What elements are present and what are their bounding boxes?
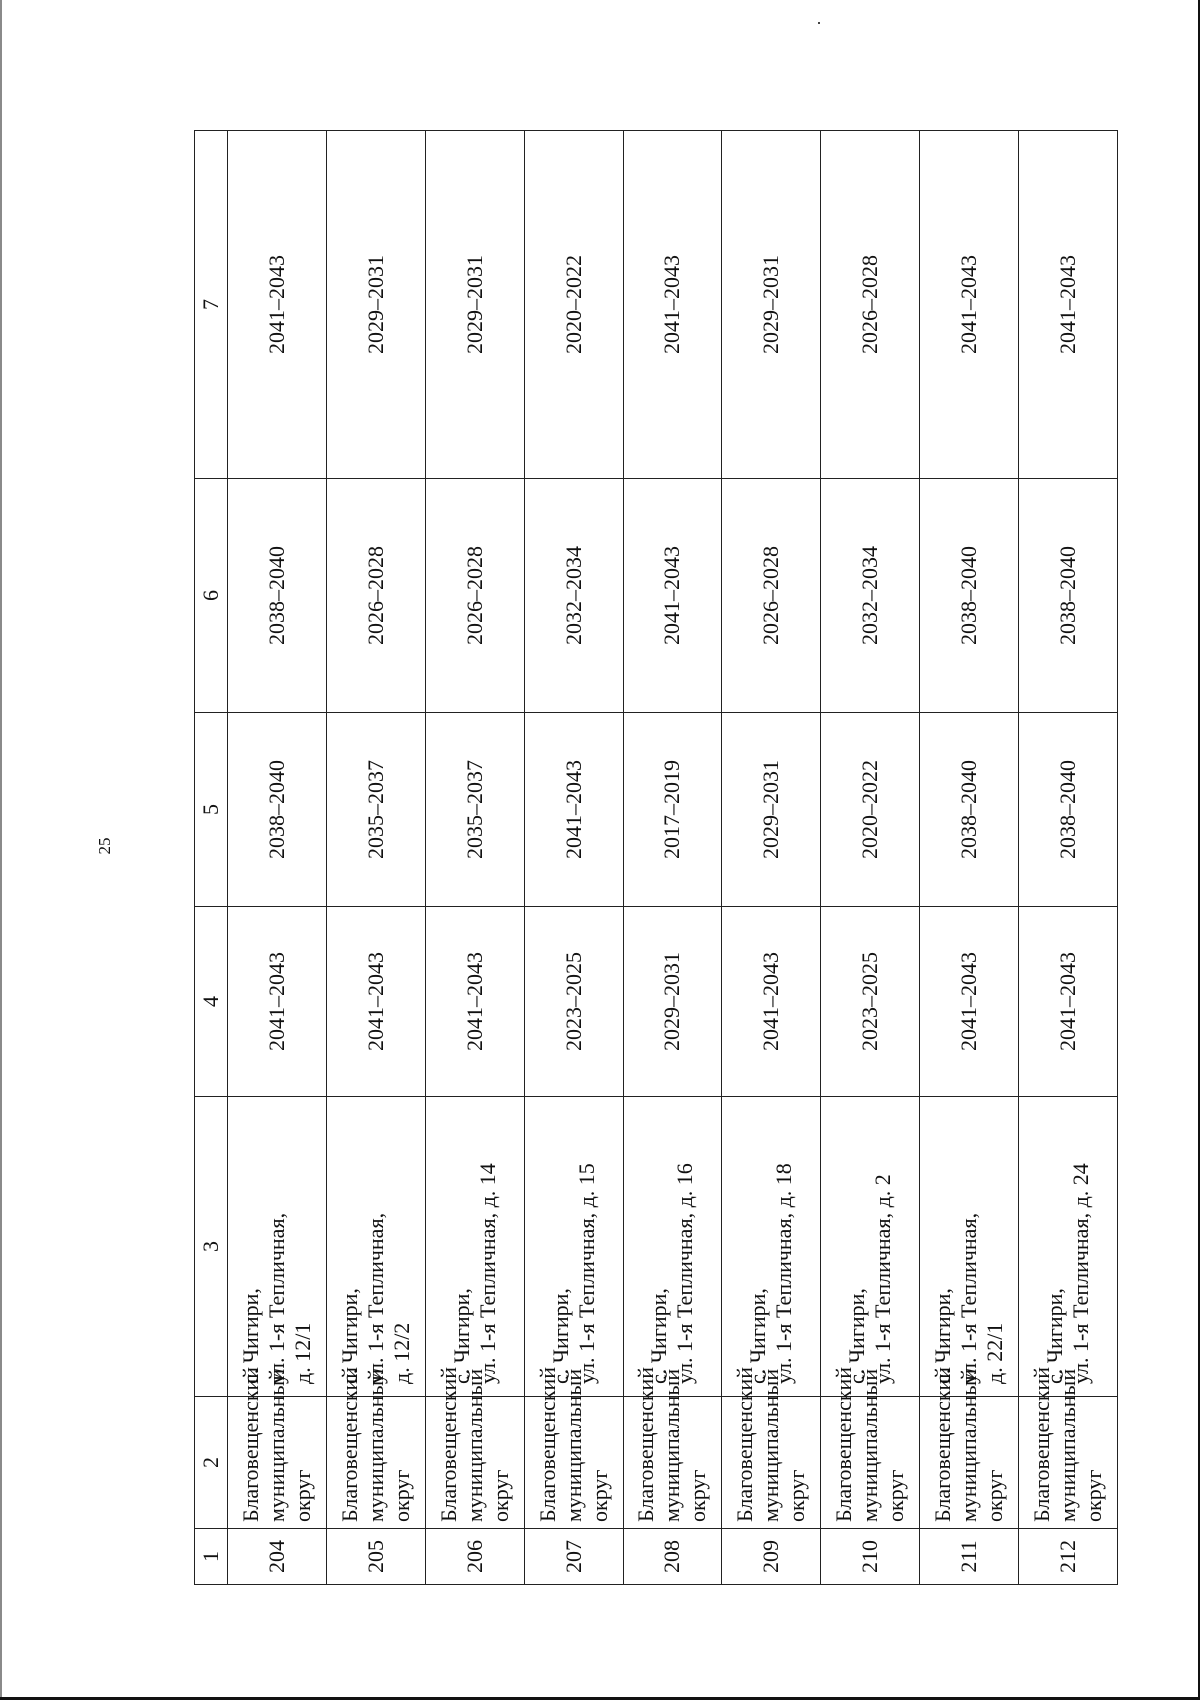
district-line: муниципальный [263,1368,289,1522]
period-cell-p4: 2041–2043 [722,907,821,1097]
period-cell-p6: 2026–2028 [425,479,524,713]
address-line: с. Чигири, [448,1288,474,1384]
table-body [195,131,1118,1585]
period-cell-p5: 2017–2019 [623,713,722,907]
row-number-cell: 208 [623,1529,722,1585]
district-line: округ [982,1469,1008,1522]
period-cell-p7: 2041–2043 [920,131,1019,479]
address-line: ул. 1-я Тепличная, д. 15 [573,1163,599,1384]
page-number: 25 [95,837,114,855]
address-line: с. Чигири, [745,1288,771,1384]
address-cell [425,1097,524,1397]
row-number-cell: 211 [920,1529,1019,1585]
row-number-cell: 205 [326,1529,425,1585]
address-line: ул. 1-я Тепличная, д. 16 [672,1163,698,1384]
address-cell [920,1097,1019,1397]
table-header-row [195,131,228,1585]
district-line: муниципальный [461,1368,487,1522]
table-row [425,131,524,1585]
period-cell-p5: 2035–2037 [425,713,524,907]
district-line: муниципальный [362,1368,388,1522]
district-line: округ [685,1469,711,1522]
address-line: ул. 1-я Тепличная, д. 18 [771,1163,797,1384]
district-line: Благовещенский [732,1366,758,1522]
table-row [326,131,425,1585]
district-cell [1019,1366,1118,1529]
column-header: 3 [195,1097,228,1397]
period-cell-p7: 2041–2043 [623,131,722,479]
period-cell-p6: 2038–2040 [228,479,327,713]
period-cell-p7: 2029–2031 [425,131,524,479]
address-line: с. Чигири, [930,1288,956,1384]
district-cell [821,1366,920,1529]
district-cell [228,1366,327,1529]
scan-edge-left [0,0,2,1700]
column-header: 4 [195,907,228,1097]
district-line: муниципальный [857,1368,883,1522]
row-number-cell: 204 [228,1529,327,1585]
address-line: д. 12/2 [388,1322,414,1384]
address-line: с. Чигири, [237,1288,263,1384]
period-cell-p6: 2041–2043 [623,479,722,713]
district-line: муниципальный [758,1368,784,1522]
period-cell-p7: 2029–2031 [326,131,425,479]
district-line: Благовещенский [336,1366,362,1522]
period-cell-p7: 2041–2043 [1019,131,1118,479]
period-cell-p5: 2029–2031 [722,713,821,907]
page-number-container [95,836,115,856]
address-cell [722,1097,821,1397]
district-line: округ [487,1469,513,1522]
address-line: с. Чигири, [547,1288,573,1384]
schedule-table [194,130,1118,1585]
period-cell-p6: 2038–2040 [920,479,1019,713]
scan-speck [818,22,820,24]
district-cell [326,1366,425,1529]
period-cell-p6: 2038–2040 [1019,479,1118,713]
period-cell-p5: 2038–2040 [920,713,1019,907]
column-header: 5 [195,713,228,907]
rotated-table-container [194,131,1118,1585]
period-cell-p4: 2041–2043 [425,907,524,1097]
district-cell [722,1366,821,1529]
period-cell-p5: 2035–2037 [326,713,425,907]
district-line: округ [784,1469,810,1522]
period-cell-p7: 2029–2031 [722,131,821,479]
district-line: муниципальный [1055,1368,1080,1522]
period-cell-p4: 2041–2043 [326,907,425,1097]
column-header: 2 [195,1397,228,1529]
period-cell-p5: 2038–2040 [1019,713,1118,907]
district-line: Благовещенский [534,1366,560,1522]
period-cell-p4: 2041–2043 [1019,907,1118,1097]
row-number-cell: 210 [821,1529,920,1585]
address-line: с. Чигири, [646,1288,672,1384]
district-line: округ [586,1469,612,1522]
period-cell-p7: 2026–2028 [821,131,920,479]
district-line: Благовещенский [1029,1366,1054,1522]
address-line: ул. 1-я Тепличная, [263,1212,289,1384]
period-cell-p6: 2032–2034 [821,479,920,713]
table-row [228,131,327,1585]
row-number-cell: 209 [722,1529,821,1585]
district-line: Благовещенский [930,1366,956,1522]
table-row [1019,131,1118,1585]
column-header: 1 [195,1529,228,1585]
district-line: округ [883,1469,909,1522]
district-line: Благовещенский [831,1366,857,1522]
district-line: Благовещенский [237,1366,263,1522]
period-cell-p4: 2041–2043 [920,907,1019,1097]
period-cell-p7: 2020–2022 [524,131,623,479]
column-header: 6 [195,479,228,713]
address-cell [524,1097,623,1397]
table-row [722,131,821,1585]
table-row [920,131,1019,1585]
table-row [623,131,722,1585]
district-line: муниципальный [956,1368,982,1522]
period-cell-p6: 2026–2028 [722,479,821,713]
address-line: ул. 1-я Тепличная, д. 14 [474,1163,500,1384]
address-line: д. 22/1 [982,1322,1008,1384]
address-cell [326,1097,425,1397]
district-cell [524,1366,623,1529]
row-number-cell: 212 [1019,1529,1118,1585]
period-cell-p4: 2023–2025 [821,907,920,1097]
column-header: 7 [195,131,228,479]
period-cell-p5: 2020–2022 [821,713,920,907]
period-cell-p6: 2026–2028 [326,479,425,713]
district-line: муниципальный [659,1368,685,1522]
district-line: округ [1081,1469,1106,1522]
period-cell-p7: 2041–2043 [228,131,327,479]
address-line: с. Чигири, [336,1288,362,1384]
row-number-cell: 206 [425,1529,524,1585]
district-line: Благовещенский [435,1366,461,1522]
address-cell [1019,1097,1118,1397]
address-cell [623,1097,722,1397]
district-line: муниципальный [560,1368,586,1522]
district-line: Благовещенский [633,1366,659,1522]
address-line: с. Чигири, [1042,1288,1067,1384]
district-cell [623,1366,722,1529]
period-cell-p4: 2023–2025 [524,907,623,1097]
period-cell-p6: 2032–2034 [524,479,623,713]
address-line: ул. 1-я Тепличная, д. 24 [1068,1163,1093,1384]
row-number-cell: 207 [524,1529,623,1585]
period-cell-p5: 2041–2043 [524,713,623,907]
table-row [821,131,920,1585]
address-line: д. 12/1 [289,1322,315,1384]
address-line: ул. 1-я Тепличная, [956,1212,982,1384]
address-line: с. Чигири, [844,1288,870,1384]
period-cell-p4: 2041–2043 [228,907,327,1097]
address-line: ул. 1-я Тепличная, д. 2 [870,1174,896,1384]
period-cell-p4: 2029–2031 [623,907,722,1097]
address-line: ул. 1-я Тепличная, [362,1212,388,1384]
address-cell [821,1097,920,1397]
district-cell [425,1366,524,1529]
district-line: округ [289,1469,315,1522]
table-row [524,131,623,1585]
period-cell-p5: 2038–2040 [228,713,327,907]
district-cell [920,1366,1019,1529]
district-line: округ [388,1469,414,1522]
address-cell [228,1097,327,1397]
